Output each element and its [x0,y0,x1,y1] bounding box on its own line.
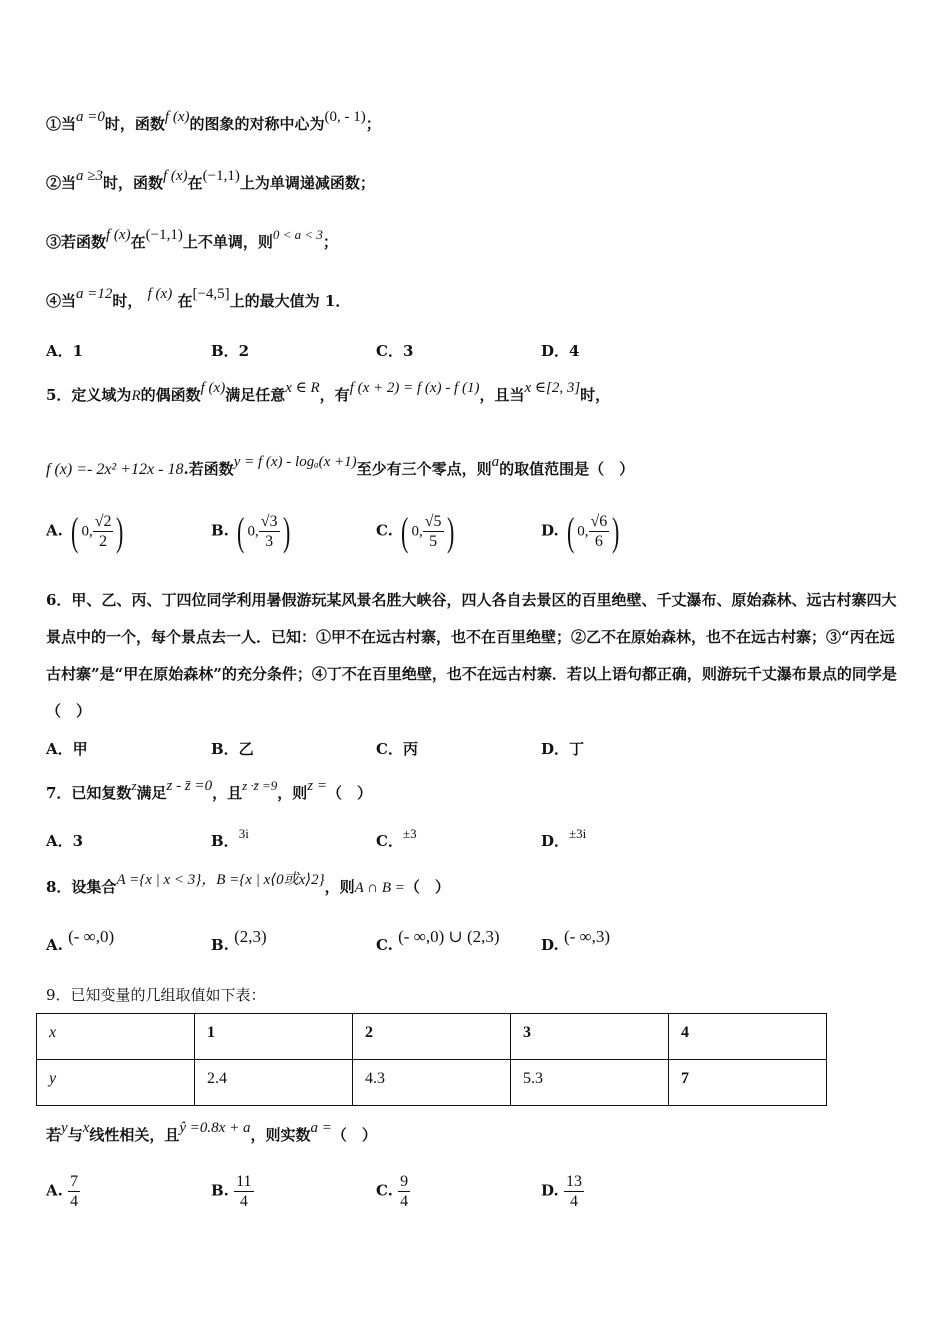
q8-question [46,872,450,897]
q5-option-d-letter: D. [541,521,559,540]
q9-text-d: ，则实数 [250,1126,311,1144]
table-cell: x [37,1014,195,1060]
q8-option-a [46,927,115,955]
q5-option-a-fraction [93,512,114,551]
q7-question [46,778,372,803]
q9-value-table [36,1013,827,1106]
q7-option-c-value: ±3 [402,826,417,841]
statement-1-text2: 的图象的对称中心为 [189,115,325,133]
statement-1-point: (0, - 1) [324,109,366,125]
q5-variable-a: a [491,454,500,470]
q8-sets: A ={x | x < 3}，B ={x | x⟨0或x⟩2} [116,872,325,888]
q9-text-a: 若 [46,1126,62,1144]
statement-4-text2: 在 [177,292,193,310]
right-paren-icon: ) [116,509,124,554]
q7-option-c-label: C． [376,832,403,850]
table-cell: 2 [353,1014,511,1060]
q5-option-c-letter: C. [376,521,393,540]
q7-option-b [211,826,249,851]
table-cell: 5.3 [511,1060,669,1106]
q9-option-b-letter: B. [211,1181,229,1200]
statement-1-cond: a =0 [76,109,105,125]
q6-option-a: A．甲 [46,740,88,758]
q7-option-d [541,826,587,851]
q9-option-c [376,1172,410,1211]
table-cell: 2.4 [195,1060,353,1106]
fraction-numerator: 13 [565,1173,582,1190]
q9-option-b-fraction [234,1172,253,1211]
q9-option-d-fraction [564,1172,584,1211]
statement-2-func: f (x) [163,168,188,184]
statement-4-lead: ④当 [46,292,77,310]
q9-option-d-letter: D. [541,1181,559,1200]
q8-option-c-value: (- ∞,0) ∪ (2,3) [398,927,500,946]
fraction-denominator: 2 [99,533,108,550]
q5-text-b: 的偶函数 [140,386,201,404]
statement-1-text: 时，函数 [104,115,165,133]
q5-text-h: 至少有三个零点，则 [356,460,492,478]
q7-target: z = [307,778,327,794]
statement-1 [46,109,381,134]
fraction-denominator: 4 [400,1193,409,1210]
q9-option-d [541,1172,584,1211]
fraction-numerator: √6 [590,513,608,530]
q8-option-a-letter: A. [46,936,63,954]
q5-text-d: ，有 [319,386,350,404]
statement-4-func: f (x) [147,286,173,302]
q5-option-a [46,508,127,555]
table-cell: 4 [669,1014,827,1060]
q7-option-d-label: D． [541,832,570,850]
statement-1-end: ； [365,115,381,133]
q8-option-d-letter: D. [541,936,559,954]
statement-3 [46,227,338,252]
q7-option-d-value: ±3i [569,826,587,841]
q9-option-a-fraction [68,1172,80,1211]
q5-option-a-zero: 0, [81,523,93,540]
right-paren-icon: ) [446,509,454,554]
q5-text-c: 满足任意 [225,386,286,404]
statement-3-lead: ③若函数 [46,233,107,251]
q6-option-d: D．丁 [541,740,585,758]
fraction-denominator: 6 [594,533,603,550]
q8-option-c [376,927,500,955]
statement-2-cond: a ≥3 [76,168,103,184]
statement-1-func: f (x) [164,109,190,125]
q5-option-d [541,508,623,555]
statement-2 [46,168,375,193]
left-paren-icon: ( [401,509,409,554]
q8-option-b-value: (2,3) [234,927,267,946]
q7-option-a-label: A．3 [46,832,84,850]
q5-option-b-letter: B. [211,521,229,540]
fraction-denominator: 4 [569,1193,578,1210]
q5-option-b-fraction [259,512,280,551]
q7-option-c [376,826,417,851]
fraction-numerator: 11 [236,1173,252,1190]
q5-fx-definition: f (x) =- 2x² +12x - 18 [46,461,184,478]
q9-regression: ŷ =0.8x + a [179,1120,251,1136]
q6-question: 6．甲、乙、丙、丁四位同学利用暑假游玩某风景名胜大峡谷，四人各自去景区的百里绝壁、千丈瀑布、原始森林、远古村寨四大景点中的一个，每个景点去一人．已知：①甲不在远古村寨，也不在百里绝壁；②乙不在原始森林，也不在远古村寨；③“丙在远古村寨”是“甲在原始森林”的充分条件；④丁不在百里绝壁，也不在远古村寨．若以上语句都正确，则游玩千丈瀑布景点的同学是（ ） [46,591,897,720]
q5-option-b-zero: 0, [247,523,259,540]
q5-option-b [211,508,293,555]
q7-text-d: ，则 [277,784,308,802]
q5-line-1 [46,380,611,405]
q4-option-d: D．4 [541,342,580,360]
q7-text-a: 7．已知复数 [46,784,132,802]
q5-text-g: .若函数 [183,460,234,478]
q7-text-b: 满足 [136,784,167,802]
q7-option-b-label: B． [211,832,239,850]
q5-text-f: 时， [580,386,611,404]
q5-option-c [376,508,457,555]
q5-text-a: 5．定义域为 [46,386,132,404]
q9-x: x [82,1120,90,1136]
q4-option-a: A．1 [46,342,84,360]
table-cell: 7 [669,1060,827,1106]
right-paren-icon: ) [612,509,620,554]
left-paren-icon: ( [71,509,79,554]
statement-3-interval: (−1,1) [145,227,183,243]
fraction-numerator: 7 [70,1173,79,1190]
q5-equation: f (x + 2) = f (x) - f (1) [349,380,480,396]
q9-intro: 9．已知变量的几组取值如下表： [46,986,266,1004]
statement-3-text2: 上不单调，则 [182,233,273,251]
q8-option-d-value: (- ∞,3) [563,927,611,946]
q8-expression: A ∩ B = [354,880,405,896]
statement-2-text2: 在 [187,174,203,192]
q7-cond-1: z - z̄ =0 [166,778,213,794]
left-paren-icon: ( [566,509,575,554]
fraction-denominator: 5 [429,533,438,550]
q5-range: x ∈[2, 3] [524,380,581,396]
right-paren-icon: ) [282,509,290,554]
table-cell: 3 [511,1014,669,1060]
statement-2-interval: (−1,1) [202,168,240,184]
statement-2-lead: ②当 [46,174,77,192]
fraction-numerator: √3 [260,513,278,530]
q9-option-a [46,1172,80,1211]
q8-option-d [541,927,611,955]
q8-option-b-letter: B. [211,936,229,954]
fraction-denominator: 4 [70,1193,79,1210]
q8-text-c: （ ） [404,878,450,896]
table-cell: y [37,1060,195,1106]
table-row [37,1014,827,1060]
table-cell: 4.3 [353,1060,511,1106]
statement-3-func: f (x) [106,227,131,243]
q8-text-b: ，则 [324,878,355,896]
statement-1-lead: ①当 [46,115,77,133]
q5-func: f (x) [200,380,226,396]
q5-function-y: y = f (x) - logₐ(x +1) [233,454,357,470]
q8-option-c-letter: C. [376,936,393,954]
statement-3-end: ； [322,233,338,251]
q5-option-a-letter: A. [46,521,63,540]
statement-3-cond: 0 < a < 3 [272,227,323,242]
q6-option-b: B．乙 [211,740,254,758]
table-cell: 1 [195,1014,353,1060]
left-paren-icon: ( [237,509,245,554]
statement-4 [46,286,351,311]
q5-domain-r: R [131,388,141,404]
q9-option-b [211,1172,254,1211]
q9-a: a = [310,1120,332,1136]
statement-4-end: 上的最大值为 1． [229,292,351,310]
q7-option-b-value: 3i [238,826,249,841]
q5-option-d-fraction [589,512,610,551]
fraction-numerator: √5 [424,513,442,530]
q8-option-a-value: (- ∞,0) [68,927,115,946]
fraction-numerator: 9 [400,1173,409,1190]
q7-text-c: ，且 [212,784,243,802]
statement-4-text: 时， [112,292,143,310]
statement-3-text: 在 [130,233,146,251]
q9-question [46,1120,377,1145]
q5-forall: x ∈ R [285,380,320,396]
q7-option-a [46,830,83,851]
q6-option-c: C．丙 [376,740,418,758]
q4-option-c: C．3 [376,342,414,360]
q9-text-e: （ ） [331,1126,377,1144]
q9-text-b: 与 [67,1126,83,1144]
statement-2-end: 上为单调递减函数； [239,174,375,192]
q9-text-c: 线性相关，且 [89,1126,180,1144]
fraction-numerator: √2 [94,513,112,530]
fraction-denominator: 4 [239,1193,248,1210]
table-row [37,1060,827,1106]
q9-option-c-letter: C. [376,1181,393,1200]
q9-option-c-fraction [398,1172,410,1211]
statement-4-interval: [−4,5] [192,286,230,302]
q5-text-e: ，且当 [479,386,525,404]
q4-option-b: B．2 [211,342,250,360]
q5-option-d-zero: 0, [577,523,589,540]
statement-2-text: 时，函数 [103,174,164,192]
q5-option-c-fraction [423,512,444,551]
q5-option-c-zero: 0, [411,523,423,540]
q7-z: z [131,778,137,793]
q7-text-e: （ ） [326,784,372,802]
q7-cond-2: z ·z̄ =9 [242,778,278,793]
q5-text-i: 的取值范围是（ ） [499,460,635,478]
statement-4-cond: a =12 [76,286,113,302]
q9-option-a-letter: A. [46,1181,63,1200]
q9-y: y [61,1120,68,1136]
fraction-denominator: 3 [265,533,274,550]
q5-line-2 [46,454,635,479]
q8-option-b [211,927,267,955]
q8-text-a: 8．设集合 [46,878,117,896]
